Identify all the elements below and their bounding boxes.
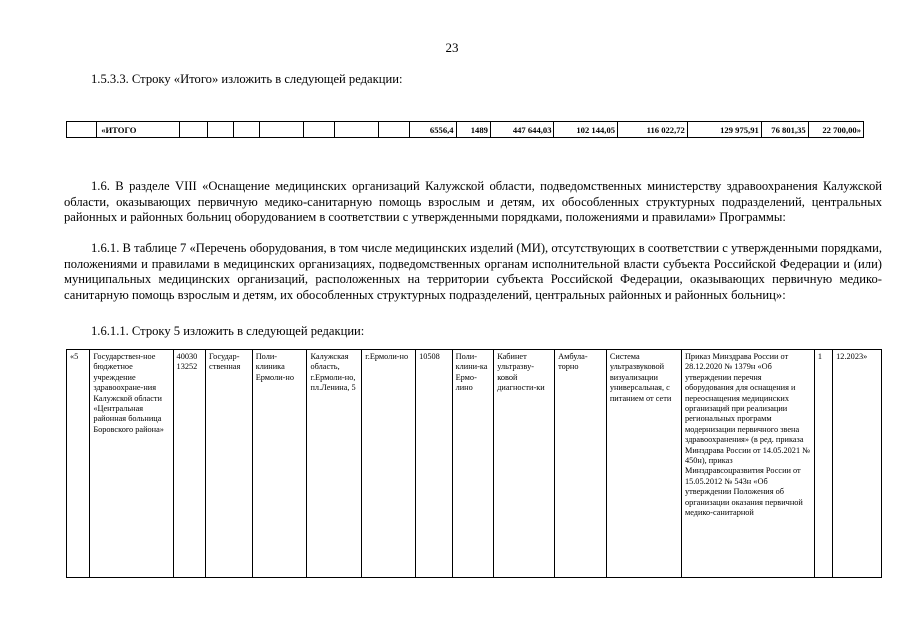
date-cell: 12.2023» — [833, 350, 882, 578]
quantity-cell: 1 — [814, 350, 832, 578]
itogo-row — [67, 122, 864, 138]
institution-cell: Государствен-ное бюджетное учреждение здравоохране-ния Калужской области «Центральная районная больница Боровского района» — [90, 350, 173, 578]
unit-cell: Поли-клиника Ермоли-но — [252, 350, 307, 578]
itogo-empty-cell — [259, 122, 304, 138]
itogo-value: 447 644,03 — [490, 122, 554, 138]
itogo-empty-cell — [379, 122, 409, 138]
section-1611-paragraph: 1.6.1.1. Строку 5 изложить в следующей редакции: — [91, 324, 365, 338]
section-161-paragraph: 1.6.1. В таблице 7 «Перечень оборудования, в том числе медицинских изделий (МИ), отсутствующих в соответствии с утвержденными порядками, положениями и правилами в медицинских организациях, подведомственных органам исполнительной власти субъекта Российской Федерации и (или) муниципальных медицинских организаций, расположенных на территории субъекта Российской Федерации, оказывающих первичную медико-санитарную помощь взрослым и детям, их обособленных структурных подразделений, центральных районных и районных больниц»: — [64, 241, 882, 302]
ownership-cell: Государ-ственная — [206, 350, 253, 578]
itogo-empty-cell — [207, 122, 233, 138]
itogo-value: 129 975,91 — [687, 122, 761, 138]
itogo-empty-cell — [334, 122, 379, 138]
basis-cell: Приказ Минздрава России от 28.12.2020 № 1379н «Об утверждении перечня оборудования для оснащения и переоснащения медицинских организаций при реализации региональных программ модернизации первичного звена здравоохранения» (в ред. приказа Минздрава России от 14.05.2021 № 450н), приказ Минздравсоцразвития России от 15.05.2012 № 543н «Об утверждении Положения об организации оказания первичной медико-санитарной — [681, 350, 814, 578]
zip-cell: 10508 — [416, 350, 453, 578]
unit-2-cell: Поли-клини-ка Ермо-лино — [452, 350, 494, 578]
page-number: 23 — [445, 40, 459, 55]
itogo-value: 22 700,00» — [808, 122, 863, 138]
section-1533-paragraph: 1.5.3.3. Строку «Итого» изложить в следующей редакции: — [91, 72, 403, 86]
itogo-empty-cell — [179, 122, 207, 138]
table-row — [67, 350, 882, 578]
address-cell: Калужская область, г.Ермоли-но, пл.Ленина, 5 — [307, 350, 362, 578]
itogo-value: 1489 — [456, 122, 490, 138]
itogo-empty-cell — [304, 122, 334, 138]
city-cell: г.Ермоли-но — [362, 350, 416, 578]
section-16-paragraph: 1.6. В разделе VIII «Оснащение медицинских организаций Калужской области, подведомственных министерству здравоохранения Калужской области, оказывающих первичную медико-санитарную помощь взрослым и детям, их обособленных структурных подразделений, центральных районных и районных больниц оборудованием в соответствии с утвержденными порядками, положениями и правилами» Программы: — [64, 179, 882, 224]
equipment-cell: Система ультразвуковой визуализации универсальная, с питанием от сети — [606, 350, 681, 578]
itogo-value: 6556,4 — [409, 122, 456, 138]
row-number-cell: «5 — [67, 350, 90, 578]
row-5-table — [66, 349, 882, 578]
care-type-cell: Амбула-торно — [555, 350, 607, 578]
itogo-value: 76 801,35 — [761, 122, 808, 138]
itogo-empty-cell — [233, 122, 259, 138]
itogo-table — [66, 121, 864, 138]
itogo-value: 116 022,72 — [618, 122, 688, 138]
code-cell: 40030 13252 — [173, 350, 205, 578]
itogo-value: 102 144,05 — [554, 122, 618, 138]
itogo-empty-cell — [67, 122, 97, 138]
itogo-label: «ИТОГО — [97, 122, 179, 138]
room-cell: Кабинет ультразву-ковой диагности-ки — [494, 350, 555, 578]
